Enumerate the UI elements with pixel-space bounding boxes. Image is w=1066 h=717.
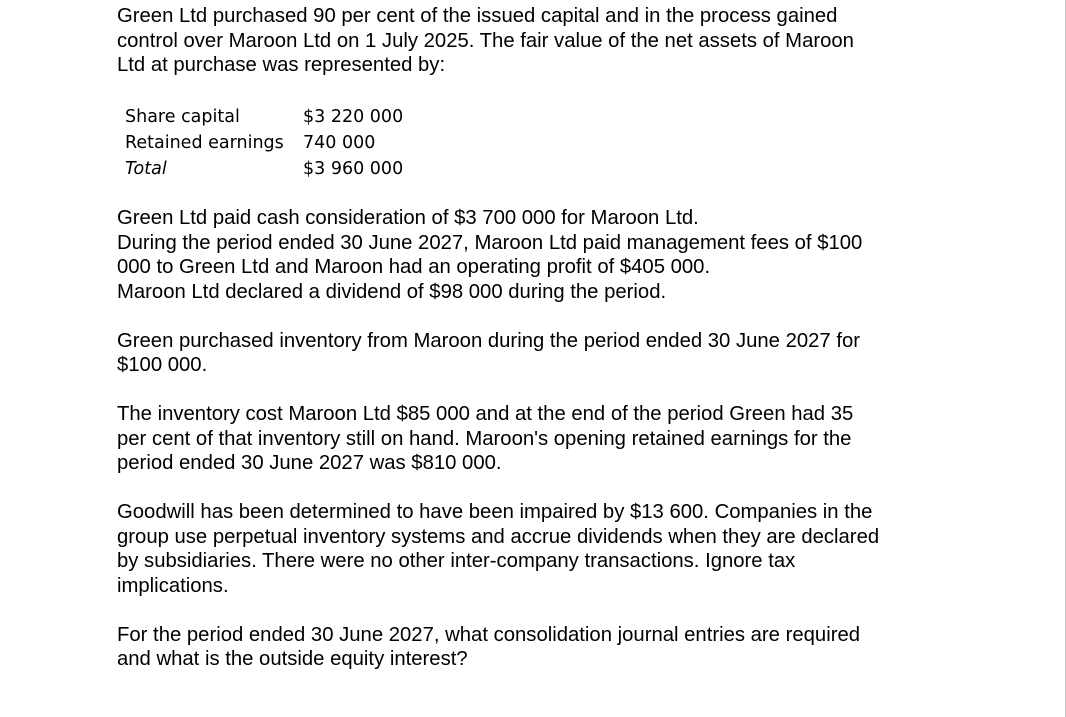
text-line: Green purchased inventory from Maroon during the period ended 30 June 2027 for <box>117 329 860 352</box>
text-line: group use perpetual inventory systems and accrue dividends when they are declared <box>117 525 880 548</box>
inventory-cost-paragraph <box>117 402 997 476</box>
table-row <box>125 156 403 182</box>
text-line: Ltd at purchase was represented by: <box>117 54 446 76</box>
goodwill-paragraph <box>117 500 997 598</box>
text-line: Green Ltd paid cash consideration of $3 700 000 for Maroon Ltd. <box>117 207 699 229</box>
text-line: For the period ended 30 June 2027, what consolidation journal entries are required <box>117 623 861 646</box>
document-body <box>117 4 997 672</box>
text-line: Maroon Ltd declared a dividend of $98 000 during the period. <box>117 280 667 303</box>
text-line: period ended 30 June 2027 was $810 000. <box>117 452 502 474</box>
table-row <box>125 130 403 156</box>
text-line: The inventory cost Maroon Ltd $85 000 and at the end of the period Green had 35 <box>117 403 854 425</box>
table-row <box>125 104 403 130</box>
table-cell-value: $3 960 000 <box>303 158 404 179</box>
text-line: implications. <box>117 574 229 597</box>
table-cell-value: 740 000 <box>303 132 376 153</box>
question-paragraph <box>117 623 997 672</box>
text-line: During the period ended 30 June 2027, Maroon Ltd paid management fees of $100 <box>117 231 863 254</box>
text-line: $100 000. <box>117 354 208 376</box>
text-line: and what is the outside equity interest? <box>117 648 468 670</box>
text-line: Green Ltd purchased 90 per cent of the issued capital and in the process gained <box>117 5 838 27</box>
text-line: by subsidiaries. There were no other inter-company transactions. Ignore tax <box>117 550 796 572</box>
text-line: 000 to Green Ltd and Maroon had an operating profit of $405 000. <box>117 256 711 278</box>
net-assets-table <box>125 104 403 182</box>
text-line: per cent of that inventory still on hand. Maroon's opening retained earnings for the <box>117 427 852 450</box>
table-cell-label: Retained earnings <box>125 132 284 153</box>
table-cell-label: Total <box>125 158 167 179</box>
consideration-paragraph <box>117 206 997 304</box>
intro-paragraph <box>117 4 997 78</box>
text-line: control over Maroon Ltd on 1 July 2025. The fair value of the net assets of Maroon <box>117 29 854 52</box>
table-cell-label: Share capital <box>125 106 240 127</box>
text-line: Goodwill has been determined to have been impaired by $13 600. Companies in the <box>117 501 873 523</box>
table-cell-value: $3 220 000 <box>303 106 404 127</box>
inventory-purchase-paragraph <box>117 329 997 378</box>
